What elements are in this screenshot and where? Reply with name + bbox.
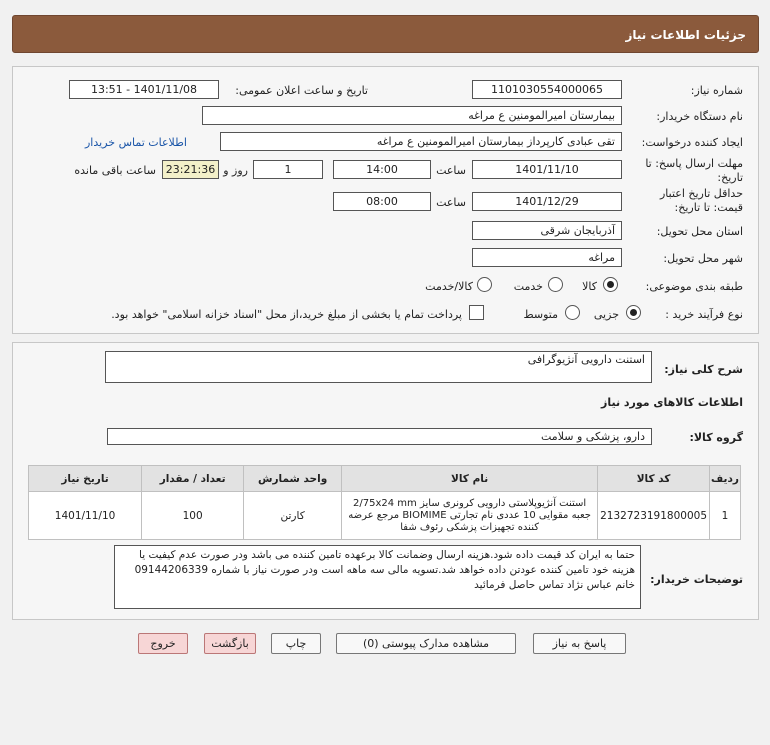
exit-button[interactable]: خروج [138,633,188,654]
print-button[interactable]: چاپ [271,633,321,654]
validity-label-2: قیمت: تا تاریخ: [674,201,743,214]
days-field: 1 [253,160,323,179]
buyer-label: نام دستگاه خریدار: [656,110,743,123]
validity-time-label: ساعت [436,196,466,209]
page-header [12,15,759,53]
page-title: جزئیات اطلاعات نیاز [625,28,746,42]
back-button[interactable]: بازگشت [204,633,256,654]
category-service-label: خدمت [513,280,543,293]
col-header-date: تاریخ نیاز [29,466,142,492]
category-radio-service[interactable] [548,277,563,292]
buyer-field: بیمارستان امیرالمومنین ع مراغه [202,106,622,125]
col-header-qty: تعداد / مقدار [142,466,244,492]
city-field: مراغه [472,248,622,267]
cell-code: 2132723191800005 [598,492,710,540]
creator-label: ایجاد کننده درخواست: [641,136,743,149]
items-section-title: اطلاعات کالاهای مورد نیاز [601,396,743,409]
items-table [28,465,741,540]
col-header-code: کد کالا [598,466,710,492]
category-label: طبقه بندی موضوعی: [645,280,743,293]
description-field: استنت دارویی آنژیوگرافی [105,351,652,383]
process-partial-label: جزیی [593,308,619,321]
goods-group-label: گروه کالا: [689,431,743,444]
remaining-time-field: 23:21:36 [162,160,219,179]
description-label: شرح کلی نیاز: [664,363,743,376]
cell-date: 1401/11/10 [29,492,142,540]
cell-row: 1 [710,492,741,540]
attachments-button[interactable]: مشاهده مدارک پیوستی (0) [336,633,516,654]
remaining-time-label: ساعت باقی مانده [74,164,156,177]
reply-button[interactable]: پاسخ به نیاز [533,633,626,654]
process-radio-partial[interactable] [626,305,641,320]
send-date-field: 1401/11/10 [472,160,622,179]
creator-field: تقی عبادی کارپرداز بیمارستان امیرالمومنین ع مراغه [220,132,622,151]
contact-info-link[interactable]: اطلاعات تماس خریدار [85,136,187,149]
process-radio-medium[interactable] [565,305,580,320]
province-field: آذربایجان شرقی [472,221,622,240]
cell-unit: کارتن [244,492,342,540]
category-radio-goods-service[interactable] [477,277,492,292]
city-label: شهر محل تحویل: [663,252,743,265]
col-header-unit: واحد شمارش [244,466,342,492]
buyer-notes-box: حتما به ایران کد قیمت داده شود.هزینه ارسال وضمانت کالا برعهده تامین کننده می باشد ودر صورت عدم کیفیت یا هزینه خود تامین کننده عودتن داده خواهد شد.تسویه مالی سه ماهه است ودر صورت نیاز با شماره 09144206339 خانم عباس نژاد تماس حاصل فرمائید [114,545,641,609]
validity-date-field: 1401/12/29 [472,192,622,211]
validity-time-field: 08:00 [333,192,431,211]
need-number-label: شماره نیاز: [690,84,743,97]
send-deadline-label: مهلت ارسال پاسخ: تا [645,157,743,170]
category-goods-label: کالا [582,280,597,293]
send-time-field: 14:00 [333,160,431,179]
col-header-name: نام کالا [342,466,598,492]
validity-label: حداقل تاریخ اعتبار [659,187,743,200]
process-medium-label: متوسط [523,308,558,321]
category-goods-service-label: کالا/خدمت [425,280,473,293]
buyer-notes-label: توضیحات خریدار: [650,573,743,586]
announce-label: تاریخ و ساعت اعلان عمومی: [235,84,368,97]
cell-name: استنت آنژیوپلاستی دارویی کرونری سایز 2/75x24 mm جعبه مقوایی 10 عددی نام تجارتی BIOMIME مرجع عرضه کننده تجهیزات پزشکی رئوف شفا [342,492,598,540]
goods-group-field: دارو، پزشکی و سلامت [107,428,652,445]
announce-field: 1401/11/08 - 13:51 [69,80,219,99]
col-header-row: ردیف [710,466,741,492]
table-row [29,492,741,540]
cell-qty: 100 [142,492,244,540]
send-time-label: ساعت [436,164,466,177]
process-label: نوع فرآیند خرید : [665,308,743,321]
payment-note: پرداخت تمام یا بخشی از مبلغ خرید،از محل "اسناد خزانه اسلامی" خواهد بود. [111,308,462,321]
category-radio-goods[interactable] [603,277,618,292]
treasury-checkbox[interactable] [469,305,484,320]
province-label: استان محل تحویل: [656,225,743,238]
send-deadline-label-2: تاریخ: [717,171,743,184]
days-label: روز و [223,164,248,177]
need-number-field: 1101030554000065 [472,80,622,99]
